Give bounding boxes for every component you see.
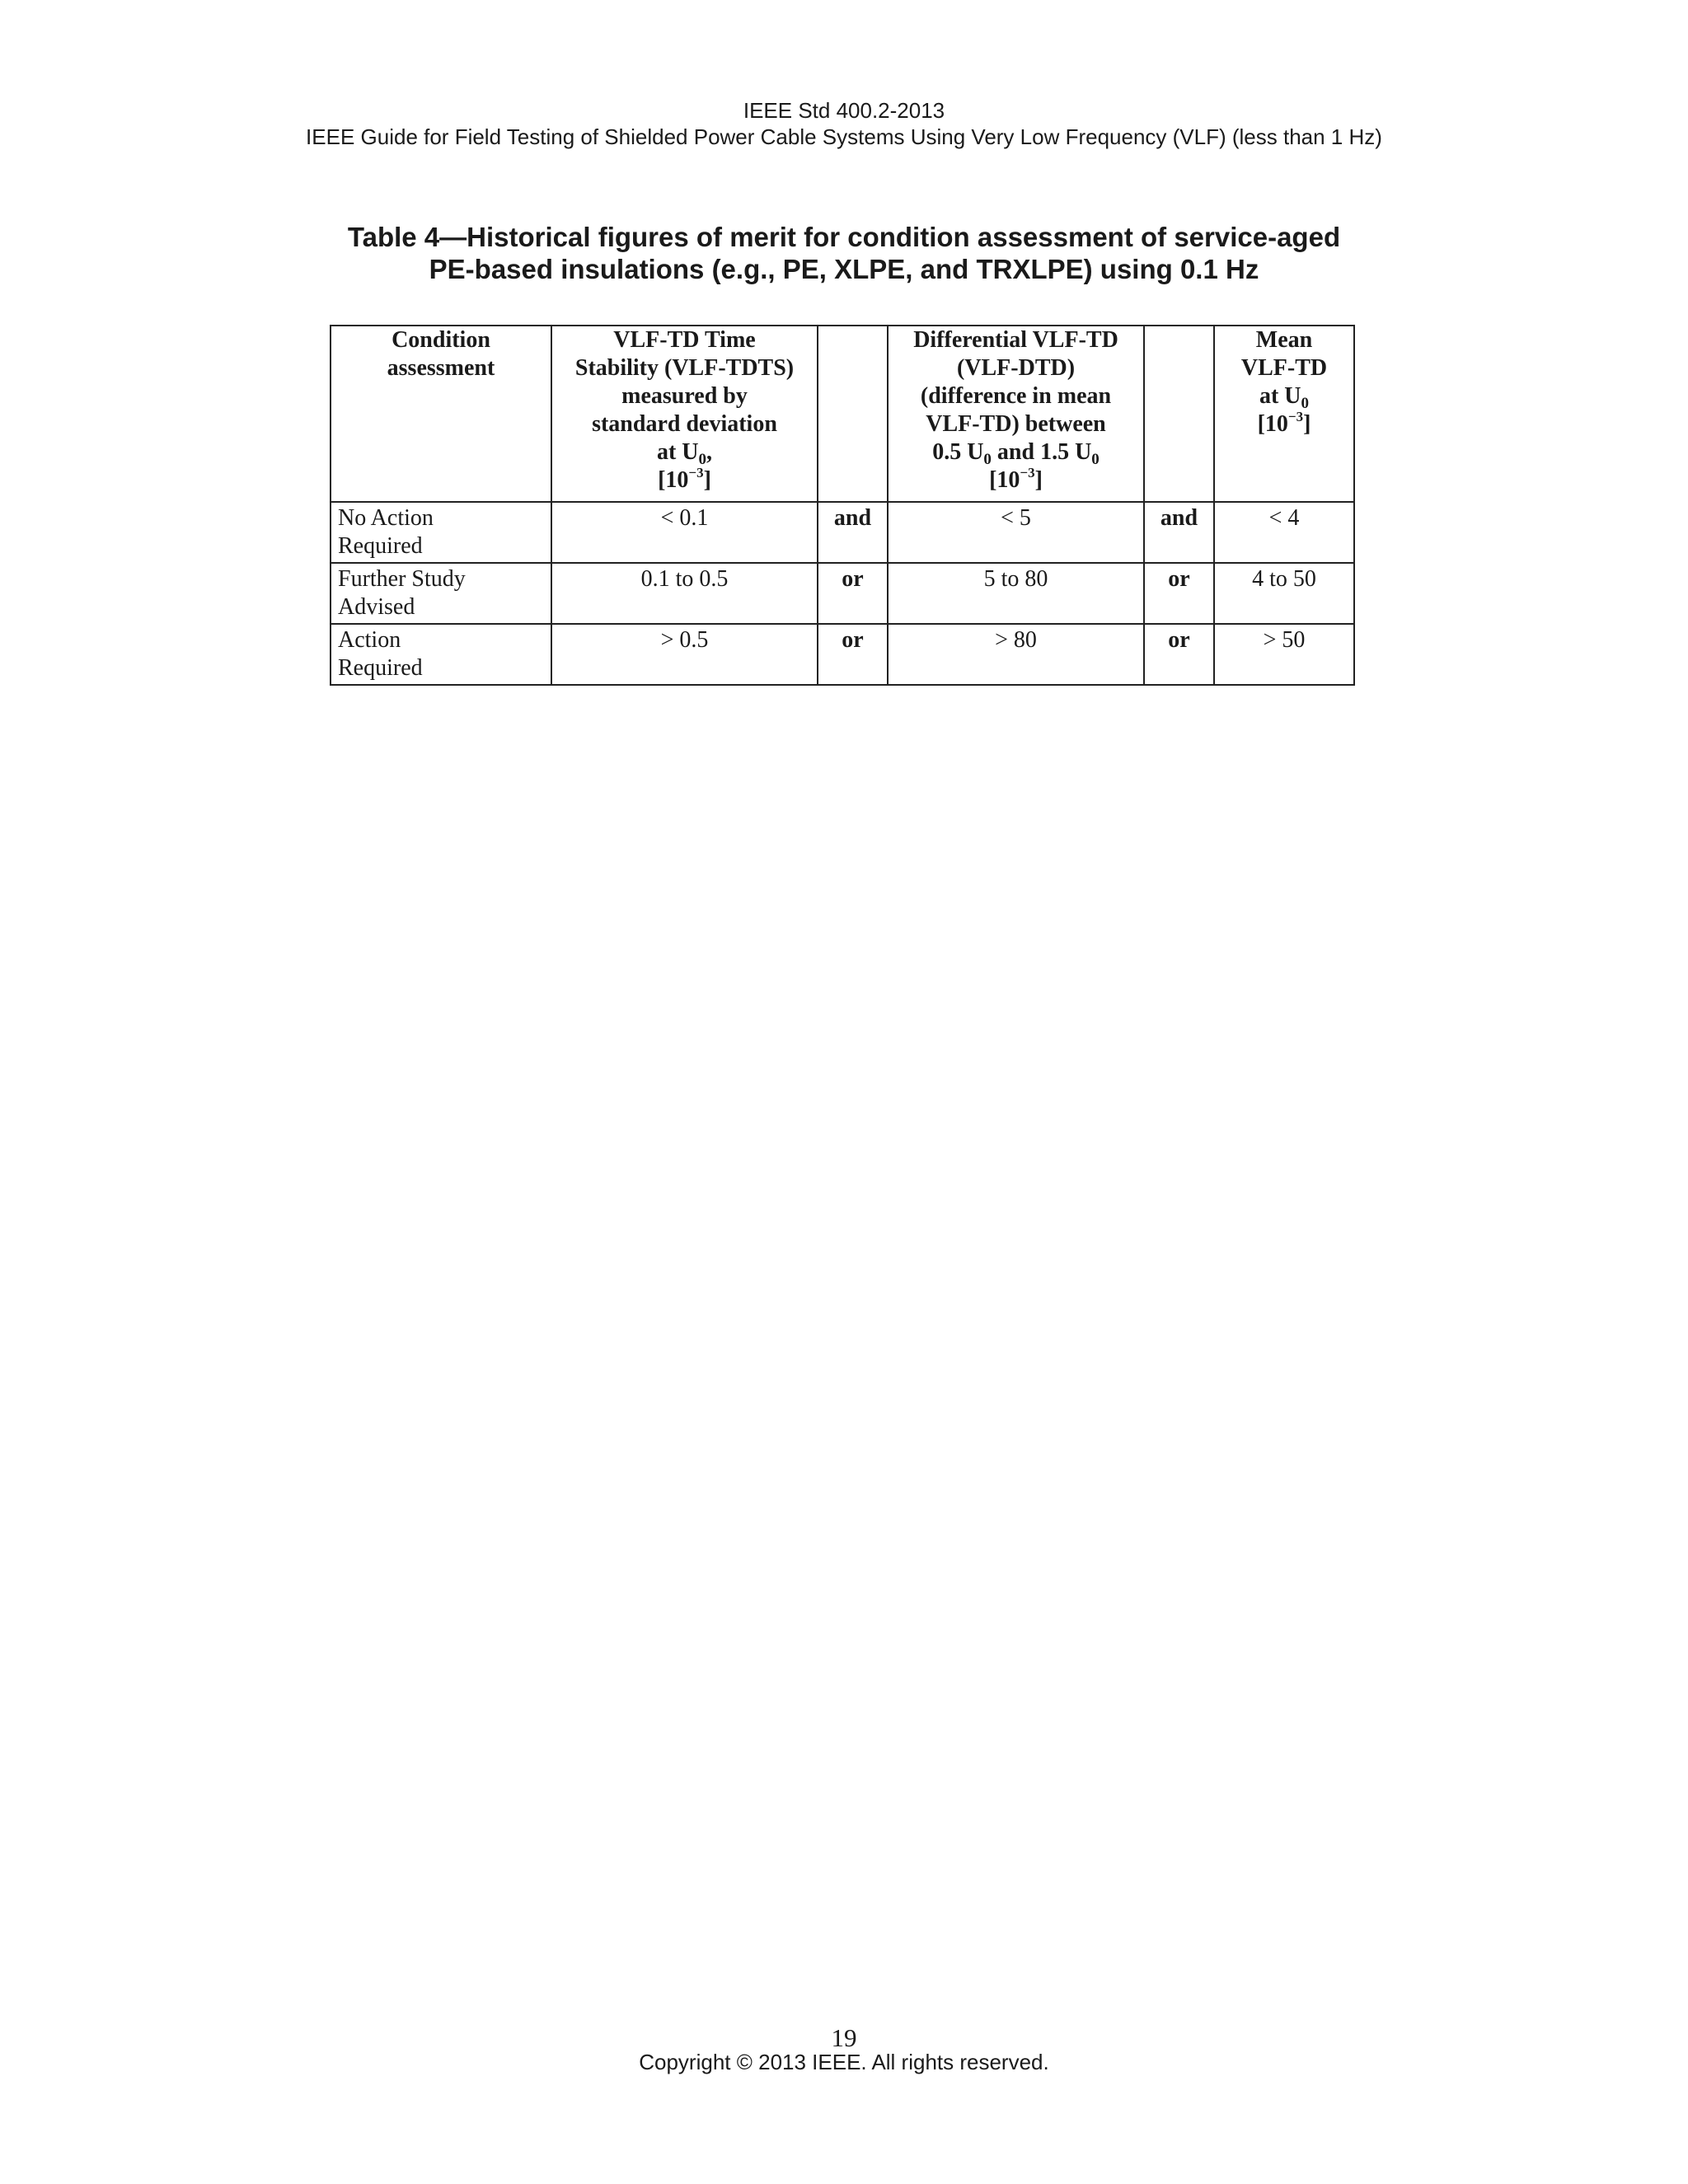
conjunction-cell: or (818, 563, 888, 624)
conjunction-cell: and (1144, 502, 1214, 563)
header-condition-assessment: Condition assessment (331, 326, 551, 502)
condition-cell: Further Study Advised (331, 563, 551, 624)
header-vlf-tdts: VLF-TD Time Stability (VLF-TDTS) measured by standard deviation at $U_0$, $[10^{-3}]$ (551, 326, 818, 502)
condition-cell: No Action Required (331, 502, 551, 563)
dtd-unit: $[10^{-3}]$ (989, 465, 1043, 493)
dtd-value: > 80 (888, 624, 1144, 685)
dtd-value: < 5 (888, 502, 1144, 563)
conjunction-cell: or (818, 624, 888, 685)
standard-number: IEEE Std 400.2-2013 (743, 98, 945, 123)
mean-vlf-td-value: < 4 (1214, 502, 1354, 563)
table-caption-line-2: PE-based insulations (e.g., PE, XLPE, and TRXLPE) using 0.1 Hz (429, 254, 1259, 284)
vlf-tdts-value: < 0.1 (551, 502, 818, 563)
vlf-tdts-voltage-level: at $U_0$, (656, 439, 713, 468)
conjunction-cell: or (1144, 563, 1214, 624)
header-conjunction-2-empty (1144, 326, 1214, 502)
dtd-voltage-range: 0.5 $U_0$ and 1.5 $U_0$ (932, 439, 1100, 468)
page-number: 19 (831, 2023, 857, 2052)
running-header (0, 97, 1688, 150)
mean-vlf-td-value: > 50 (1214, 624, 1354, 685)
table-row (331, 502, 1354, 563)
vlf-tdts-value: > 0.5 (551, 624, 818, 685)
mean-unit: $[10^{-3}]$ (1257, 409, 1311, 437)
copyright-notice: Copyright © 2013 IEEE. All rights reserved. (639, 2050, 1049, 2074)
mean-voltage-level: at $U_0$ (1259, 383, 1310, 412)
table-header-row (331, 326, 1354, 502)
conjunction-cell: or (1144, 624, 1214, 685)
header-conjunction-1-empty (818, 326, 888, 502)
document-title: IEEE Guide for Field Testing of Shielded Power Cable Systems Using Very Low Frequency (VLF) (less than 1 Hz) (306, 124, 1382, 149)
dtd-value: 5 to 80 (888, 563, 1144, 624)
table-row (331, 563, 1354, 624)
header-mean-vlf-td: Mean VLF-TD at $U_0$ $[10^{-3}]$ (1214, 326, 1354, 502)
figures-of-merit-table (330, 325, 1355, 686)
table-caption-line-1: Table 4—Historical figures of merit for condition assessment of service-aged (347, 222, 1341, 252)
vlf-tdts-unit: $[10^{-3}]$ (658, 465, 711, 493)
table-row (331, 624, 1354, 685)
condition-cell: Action Required (331, 624, 551, 685)
vlf-tdts-value: 0.1 to 0.5 (551, 563, 818, 624)
mean-vlf-td-value: 4 to 50 (1214, 563, 1354, 624)
table-caption (0, 221, 1688, 285)
conjunction-cell: and (818, 502, 888, 563)
header-differential-vlf-td: Differential VLF-TD (VLF-DTD) (difference in mean VLF-TD) between 0.5 $U_0$ and 1.5 $U_0$ $[10^{-3}]$ (888, 326, 1144, 502)
